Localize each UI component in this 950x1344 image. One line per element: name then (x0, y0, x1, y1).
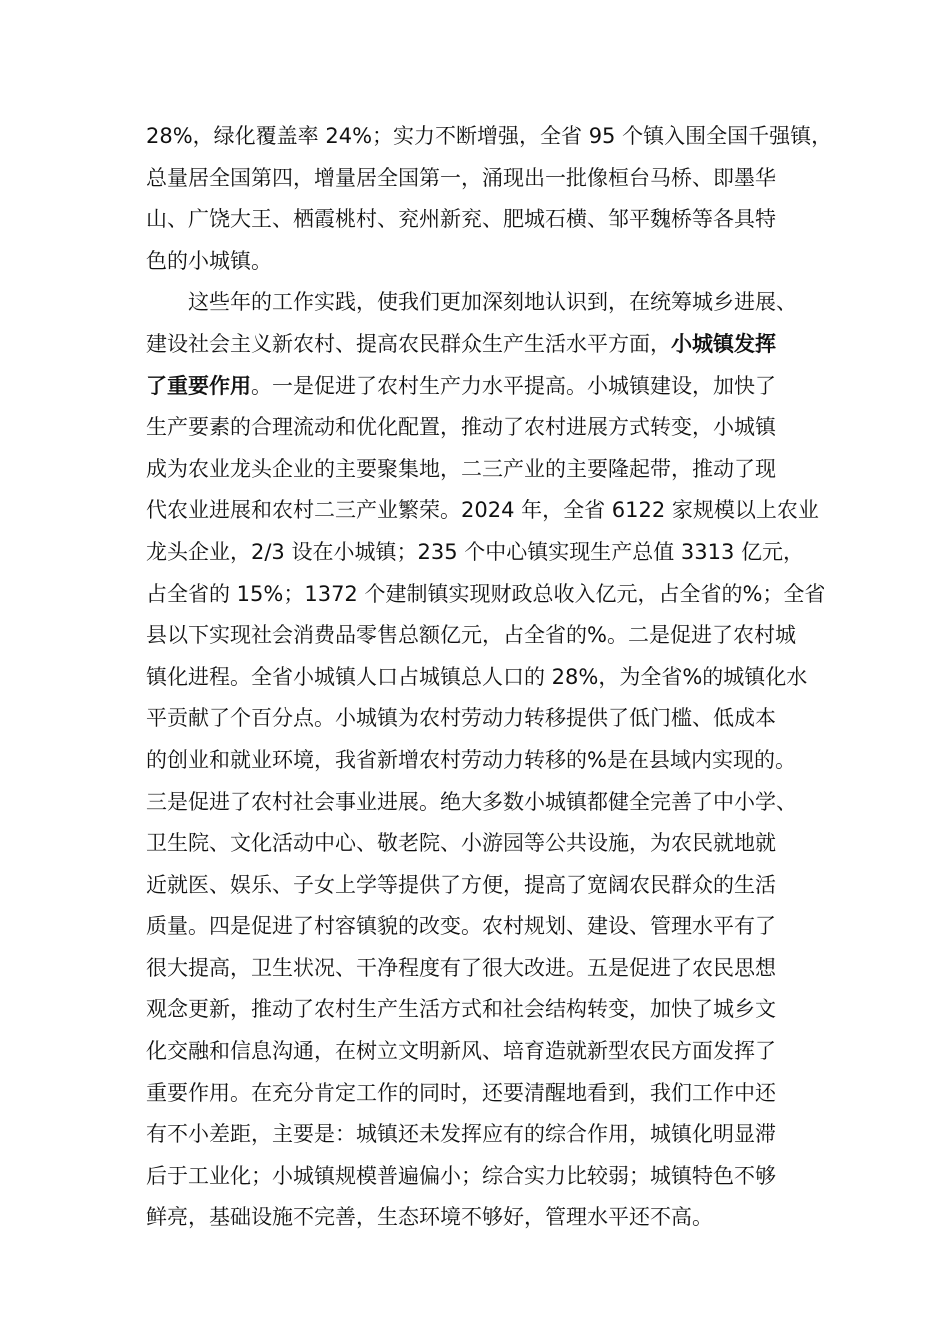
text-segment: 县以下实现社会消费品零售总额亿元，占全省的%。二是促进了农村城 (146, 623, 796, 648)
text-segment: 总量居全国第四，增量居全国第一，涌现出一批像桓台马桥、即墨华 (146, 165, 776, 190)
text-segment: 化交融和信息沟通，在树立文明新风、培育造就新型农民方面发挥了 (146, 1039, 776, 1064)
text-segment: 这些年的工作实践，使我们更加深刻地认识到，在统筹城乡进展、 (188, 290, 797, 315)
text-segment: 龙头企业，2/3 设在小城镇；235 个中心镇实现生产总值 3313 亿元， (146, 539, 805, 564)
text-line (146, 823, 806, 865)
text-segment: 很大提高，卫生状况、干净程度有了很大改进。五是促进了农民思想 (146, 955, 776, 980)
text-line (146, 282, 806, 324)
text-segment: 观念更新，推动了农村生产生活方式和社会结构转变，加快了城乡文 (146, 997, 776, 1022)
text-line (146, 158, 806, 200)
text-line (146, 865, 806, 907)
text-segment: 卫生院、文化活动中心、敬老院、小游园等公共设施，为农民就地就 (146, 831, 776, 856)
body-text (146, 116, 833, 1239)
text-segment: 重要作用。在充分肯定工作的同时，还要清醒地看到，我们工作中还 (146, 1080, 776, 1105)
text-segment: 山、广饶大王、栖霞桃村、兖州新兖、肥城石横、邹平魏桥等各具特 (146, 207, 776, 232)
text-line (146, 1073, 806, 1115)
text-segment: 代农业进展和农村二三产业繁荣。2024 年，全省 6122 家规模以上农业 (146, 498, 819, 523)
text-line (146, 532, 806, 574)
text-line (146, 407, 806, 449)
text-segment: 建设社会主义新农村、提高农民群众生产生活水平方面， (146, 331, 671, 356)
text-line (146, 1156, 806, 1198)
text-segment: 色的小城镇。 (146, 248, 272, 273)
text-segment: 。一是促进了农村生产力水平提高。小城镇建设，加快了 (251, 373, 776, 398)
text-segment: 成为农业龙头企业的主要聚集地，二三产业的主要隆起带，推动了现 (146, 456, 776, 481)
text-line (146, 948, 806, 990)
text-line (146, 1031, 806, 1073)
text-line (146, 449, 806, 491)
text-line (146, 241, 806, 283)
bold-text-segment: 了重要作用 (146, 373, 251, 398)
text-line (146, 574, 826, 616)
bold-text-segment: 小城镇发挥 (671, 331, 776, 356)
text-line (146, 989, 806, 1031)
text-segment: 后于工业化；小城镇规模普遍偏小；综合实力比较弱；城镇特色不够 (146, 1163, 776, 1188)
text-line (146, 740, 806, 782)
text-line (146, 199, 806, 241)
text-segment: 三是促进了农村社会事业进展。绝大多数小城镇都健全完善了中小学、 (146, 789, 797, 814)
text-segment: 生产要素的合理流动和优化配置，推动了农村进展方式转变，小城镇 (146, 415, 776, 440)
text-line (146, 116, 833, 158)
text-line (146, 1197, 806, 1239)
text-line (146, 782, 806, 824)
text-segment: 质量。四是促进了村容镇貌的改变。农村规划、建设、管理水平有了 (146, 914, 776, 939)
text-line (146, 657, 806, 699)
text-segment: 占全省的 15%；1372 个建制镇实现财政总收入亿元，占全省的%；全省 (146, 581, 826, 606)
text-line (146, 324, 806, 366)
text-line (146, 906, 806, 948)
text-segment: 有不小差距，主要是：城镇还未发挥应有的综合作用，城镇化明显滞 (146, 1122, 776, 1147)
text-line (146, 698, 806, 740)
text-segment: 鲜亮，基础设施不完善，生态环境不够好，管理水平还不高。 (146, 1205, 713, 1230)
text-line (146, 1114, 806, 1156)
text-segment: 平贡献了个百分点。小城镇为农村劳动力转移提供了低门槛、低成本 (146, 706, 776, 731)
text-segment: 近就医、娱乐、子女上学等提供了方便，提高了宽阔农民群众的生活 (146, 872, 776, 897)
text-line (146, 490, 819, 532)
text-segment: 28%，绿化覆盖率 24%；实力不断增强，全省 95 个镇入围全国千强镇， (146, 124, 833, 148)
text-line (146, 615, 806, 657)
text-segment: 的创业和就业环境，我省新增农村劳动力转移的%是在县域内实现的。 (146, 747, 796, 772)
text-segment: 镇化进程。全省小城镇人口占城镇总人口的 28%，为全省%的城镇化水 (146, 664, 808, 689)
text-line (146, 366, 806, 408)
